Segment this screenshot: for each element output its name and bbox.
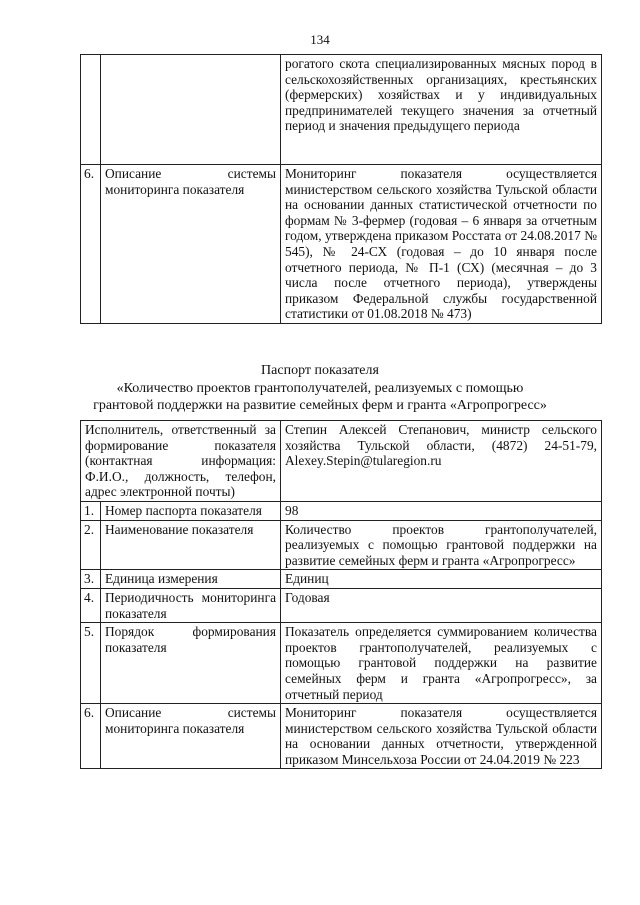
- row-number: 1.: [81, 501, 101, 520]
- row-value: Количество проектов грантополучателей, реализуемых с помощью грантовой поддержки на развитие семейных ферм и гранта «Агропрогресс»: [281, 520, 602, 570]
- row-number: 4.: [81, 588, 101, 622]
- row-label: Номер паспорта показателя: [101, 501, 281, 520]
- executor-label: Исполнитель, ответственный за формирование показателя (контактная информация: Ф.И.О., должность, телефон, адрес электронной почты): [81, 421, 281, 502]
- row-number: [81, 55, 101, 165]
- page-number: 134: [310, 32, 330, 47]
- row-value: Единиц: [281, 570, 602, 589]
- row-number: 5.: [81, 623, 101, 704]
- table-row-executor: [81, 421, 602, 502]
- row-number: 6.: [81, 165, 101, 324]
- row-number: 6.: [81, 704, 101, 769]
- row-value: Мониторинг показателя осуществляется министерством сельского хозяйства Тульской области на основании данных статистической отчетности по формам № 3-фермер (годовая – 6 января за отчетным годом, утверждена приказом Росстата от 24.08.2017 № 545), № 24-СХ (годовая – до 10 января после отчетного периода, № П-1 (СХ) (месячная – до 3 числа после отчетного периода), утверждены приказом Федеральной службы государственной статистики от 01.08.2018 № 473): [281, 165, 602, 324]
- table-row: [81, 588, 602, 622]
- row-value: Мониторинг показателя осуществляется министерством сельского хозяйства Тульской области на основании данных отчетности, утвержденной приказом Минсельхоза России от 24.04.2019 № 223: [281, 704, 602, 769]
- indicator-table-continued: [80, 54, 602, 324]
- table-row: [81, 165, 602, 324]
- table-row: [81, 570, 602, 589]
- row-value: рогатого скота специализированных мясных пород в сельскохозяйственных организациях, крестьянских (фермерских) хозяйствах и у индивидуальных предпринимателей текущего значения за отчетный период и значения предыдущего периода: [281, 55, 602, 165]
- table-row: [81, 501, 602, 520]
- table-row: [81, 704, 602, 769]
- row-label: Порядок формирования показателя: [101, 623, 281, 704]
- row-label: Описание системы мониторинга показателя: [101, 704, 281, 769]
- row-value: Годовая: [281, 588, 602, 622]
- row-value: 98: [281, 501, 602, 520]
- indicator-passport-table: [80, 420, 602, 769]
- passport-title: Паспорт показателя: [261, 363, 379, 378]
- row-label: Периодичность мониторинга показателя: [101, 588, 281, 622]
- row-label: Наименование показателя: [101, 520, 281, 570]
- table-row: [81, 623, 602, 704]
- passport-subtitle-line1: «Количество проектов грантополучателей, реализуемых с помощью: [116, 381, 524, 396]
- row-label: [101, 55, 281, 165]
- row-number: 3.: [81, 570, 101, 589]
- passport-subtitle-line2: грантовой поддержки на развитие семейных ферм и гранта «Агропрогресс»: [93, 398, 547, 413]
- row-number: 2.: [81, 520, 101, 570]
- row-label: Описание системы мониторинга показателя: [101, 165, 281, 324]
- table-row: [81, 520, 602, 570]
- table-row: [81, 55, 602, 165]
- executor-value: Степин Алексей Степанович, министр сельского хозяйства Тульской области, (4872) 24-51-79, Alexey.Stepin@tularegion.ru: [281, 421, 602, 502]
- row-value: Показатель определяется суммированием количества проектов грантополучателей, реализуемых с помощью грантовой поддержки на развитие семейных ферм и гранта «Агропрогресс», за отчетный период: [281, 623, 602, 704]
- row-label: Единица измерения: [101, 570, 281, 589]
